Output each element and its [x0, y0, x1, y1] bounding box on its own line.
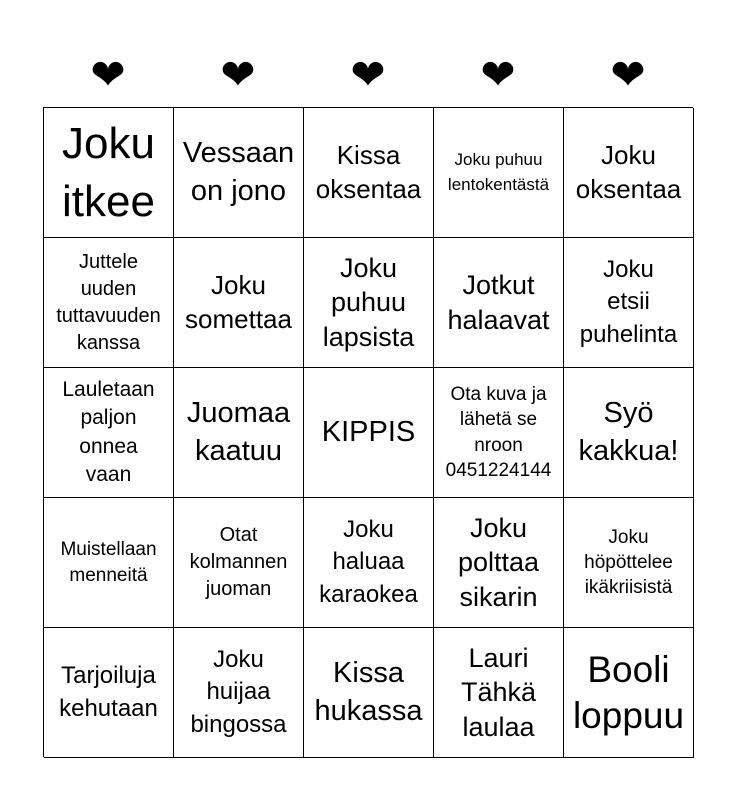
cell-text: Syö kakkua! [578, 397, 679, 467]
cell-text: Ota kuva ja lähetä se nroon 0451224144 [445, 384, 552, 481]
bingo-cell[interactable] [44, 108, 174, 238]
bingo-cell[interactable] [44, 238, 174, 368]
bingo-cell[interactable] [304, 628, 434, 758]
bingo-cell[interactable] [564, 368, 694, 498]
cell-text: Joku huijaa bingossa [190, 645, 287, 738]
bingo-cell[interactable] [174, 628, 304, 758]
bingo-cell[interactable] [44, 628, 174, 758]
bingo-cell[interactable] [44, 368, 174, 498]
cell-text: Joku haluaa karaokea [319, 515, 418, 608]
bingo-cell[interactable] [304, 368, 434, 498]
cell-text: KIPPIS [321, 415, 416, 448]
cell-text: Lauri Tähkä laulaa [460, 643, 537, 742]
bingo-cell[interactable] [174, 108, 304, 238]
bingo-cell[interactable] [434, 498, 564, 628]
cell-text: Joku puhuu lentokentästä [447, 149, 550, 194]
cell-text: Joku oksentaa [575, 140, 682, 204]
bingo-cell[interactable] [434, 628, 564, 758]
cell-text: Tarjoiluja kehutaan [59, 662, 158, 722]
bingo-cell[interactable] [564, 628, 694, 758]
bingo-cell[interactable] [304, 108, 434, 238]
cell-text: Booli loppuu [572, 649, 685, 736]
bingo-cell[interactable] [564, 498, 694, 628]
bingo-cell[interactable] [44, 498, 174, 628]
bingo-board [43, 107, 693, 757]
heart-icon: ❤ [220, 50, 256, 99]
cell-text: Joku höpöttelee ikäkriisistä [584, 526, 673, 599]
cell-text: Lauletaan paljon onnea vaan [62, 377, 155, 486]
cell-text: Vessaan on jono [182, 137, 295, 207]
cell-text: Muistellaan menneitä [60, 539, 157, 586]
cell-text: Joku etsii puhelinta [579, 255, 678, 348]
bingo-cell[interactable] [434, 108, 564, 238]
bingo-cell[interactable] [304, 238, 434, 368]
heart-icon: ❤ [90, 50, 126, 99]
cell-text: Joku puhuu lapsista [322, 253, 415, 352]
bingo-cell[interactable] [434, 368, 564, 498]
cell-text: Juttele uuden tuttavuuden kanssa [56, 250, 161, 354]
bingo-cell[interactable] [174, 498, 304, 628]
cell-text: Joku polttaa sikarin [457, 513, 540, 612]
bingo-cell[interactable] [174, 238, 304, 368]
bingo-cell[interactable] [174, 368, 304, 498]
heart-icon: ❤ [610, 50, 646, 99]
cell-text: Joku itkee [62, 119, 155, 226]
cell-text: Joku somettaa [185, 270, 292, 334]
cell-text: Juomaa kaatuu [186, 397, 291, 467]
header-hearts [43, 50, 693, 100]
bingo-cell[interactable] [564, 238, 694, 368]
cell-text: Kissa hukassa [314, 657, 423, 727]
bingo-cell[interactable] [564, 108, 694, 238]
bingo-cell[interactable] [434, 238, 564, 368]
heart-icon: ❤ [480, 50, 516, 99]
cell-text: Kissa oksentaa [315, 140, 422, 204]
bingo-cell[interactable] [304, 498, 434, 628]
cell-text: Jotkut halaavat [447, 270, 550, 335]
cell-text: Otat kolmannen juoman [189, 524, 288, 600]
heart-icon: ❤ [350, 50, 386, 99]
